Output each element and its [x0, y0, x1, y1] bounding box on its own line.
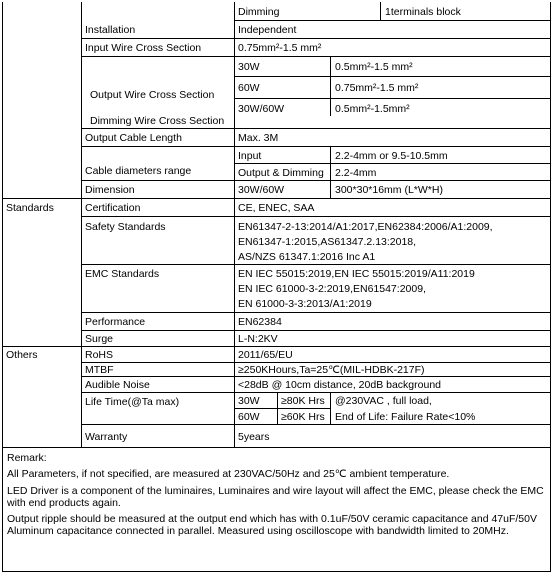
dimension-label: Dimension	[85, 184, 135, 196]
remark-line: All Parameters, if not specified, are measured at 230VAC/50Hz and 25℃ ambient temperature.	[7, 468, 450, 480]
safety-label: Safety Standards	[85, 221, 166, 233]
remark-line: LED Driver is a component of the luminaires, Luminaires and wire layout will affect the EMC, please check the EMC with end products again.	[7, 485, 544, 509]
warranty-value: 5years	[238, 431, 270, 443]
safety-line: EN61347-1:2015,AS61347.2.13:2018,	[238, 236, 417, 248]
cable-input-value: 2.2-4mm or 9.5-10.5mm	[335, 150, 448, 162]
wire-30w-label: 30W	[238, 61, 260, 73]
table-rule	[234, 163, 551, 164]
safety-line: AS/NZS 61347.1:2016 Inc A1	[238, 251, 376, 263]
output-cable-label: Output Cable Length	[85, 132, 182, 144]
table-rule	[234, 2, 235, 448]
noise-label: Audible Noise	[85, 379, 150, 391]
performance-label: Performance	[85, 316, 146, 328]
table-rule	[2, 346, 551, 347]
table-rule	[81, 424, 551, 425]
table-rule	[81, 376, 551, 377]
cable-output-value: 2.2-4mm	[335, 167, 377, 179]
table-rule	[330, 180, 331, 198]
standards-label: Standards	[6, 202, 54, 214]
life-30w-value: ≥80K Hrs	[281, 395, 325, 407]
rohs-label: RoHS	[85, 349, 114, 361]
cable-input-label: Input	[238, 150, 262, 162]
remarks-section	[2, 448, 551, 572]
certification-label: Certification	[85, 202, 141, 214]
mtbf-label: MTBF	[85, 364, 114, 376]
table-rule	[81, 362, 551, 363]
cable-diameters-label: Cable diameters range	[85, 165, 192, 177]
others-label: Others	[6, 349, 38, 361]
wire-30w60w-value: 0.5mm²-1.5mm²	[335, 103, 410, 115]
table-rule	[380, 2, 381, 20]
output-wire-label: Output Wire Cross Section	[90, 89, 215, 101]
warranty-label: Warranty	[85, 431, 128, 443]
table-rule	[81, 392, 551, 393]
table-rule	[550, 2, 551, 448]
installation-label: Installation	[85, 24, 136, 36]
emc-label: EMC Standards	[85, 268, 160, 280]
remark-line: Output ripple should be measured at the output end which has with 0.1uF/50V ceramic capacitance and 47uF/50V Aluminum capacitance connected in parallel. Measured using oscilloscope with bandwidth limited to 20MHz.	[7, 513, 537, 537]
rohs-value: 2011/65/EU	[238, 349, 293, 361]
emc-line: EN 61000-3-3:2013/A1:2019	[238, 298, 372, 310]
dimming-label: Dimming	[238, 6, 280, 18]
surge-label: Surge	[85, 333, 114, 345]
input-wire-label: Input Wire Cross Section	[85, 42, 202, 54]
table-rule	[81, 330, 551, 331]
table-rule	[81, 2, 82, 448]
table-rule	[81, 264, 551, 265]
table-rule	[330, 56, 331, 116]
dimming-value: 1terminals block	[385, 6, 461, 18]
performance-value: EN62384	[238, 316, 282, 328]
table-rule	[81, 56, 551, 57]
table-rule	[81, 146, 551, 147]
table-rule	[2, 198, 551, 199]
dimming-wire-label: Dimming Wire Cross Section	[90, 115, 225, 127]
dimension-value: 300*30*16mm (L*W*H)	[335, 184, 443, 196]
table-rule	[81, 180, 551, 181]
surge-value: L-N:2KV	[238, 333, 278, 345]
life-condition: @230VAC , full load,	[335, 395, 432, 407]
table-rule	[234, 20, 551, 21]
table-rule	[234, 98, 551, 99]
life-60w-value: ≥60K Hrs	[281, 411, 325, 423]
life-30w-label: 30W	[238, 395, 260, 407]
table-rule	[330, 392, 331, 424]
emc-line: EN IEC 55015:2019,EN IEC 55015:2019/A11:2019	[238, 268, 475, 280]
wire-30w60w-label: 30W/60W	[238, 103, 285, 115]
wire-60w-value: 0.75mm²-1.5 mm²	[335, 82, 419, 94]
certification-value: CE, ENEC, SAA	[238, 202, 315, 214]
life-end-of-life: End of Life: Failure Rate<10%	[335, 411, 476, 423]
table-rule	[81, 128, 551, 129]
emc-line: EN IEC 61000-3-2:2019,EN61547:2009,	[238, 283, 426, 295]
input-wire-value: 0.75mm²-1.5 mm²	[238, 42, 322, 54]
table-rule	[234, 408, 330, 409]
wire-30w-value: 0.5mm²-1.5 mm²	[335, 61, 413, 73]
installation-value: Independent	[238, 24, 297, 36]
cable-output-label: Output & Dimming	[238, 167, 324, 179]
dimension-sub: 30W/60W	[238, 184, 285, 196]
table-rule	[81, 312, 551, 313]
remarks-title: Remark:	[7, 452, 47, 464]
safety-line: EN61347-2-13:2014/A1:2017,EN62384:2006/A1:2009,	[238, 221, 493, 233]
table-rule	[81, 38, 551, 39]
table-rule	[234, 76, 551, 77]
life-label: Life Time(@Ta max)	[85, 396, 180, 408]
table-rule	[2, 2, 3, 448]
noise-value: <28dB @ 10cm distance, 20dB background	[238, 379, 441, 391]
output-cable-value: Max. 3M	[238, 132, 279, 144]
wire-60w-label: 60W	[238, 82, 260, 94]
life-60w-label: 60W	[238, 411, 260, 423]
specification-table	[2, 2, 551, 448]
table-rule	[81, 216, 551, 217]
mtbf-value: ≥250KHours,Ta=25℃(MIL-HDBK-217F)	[238, 364, 425, 376]
